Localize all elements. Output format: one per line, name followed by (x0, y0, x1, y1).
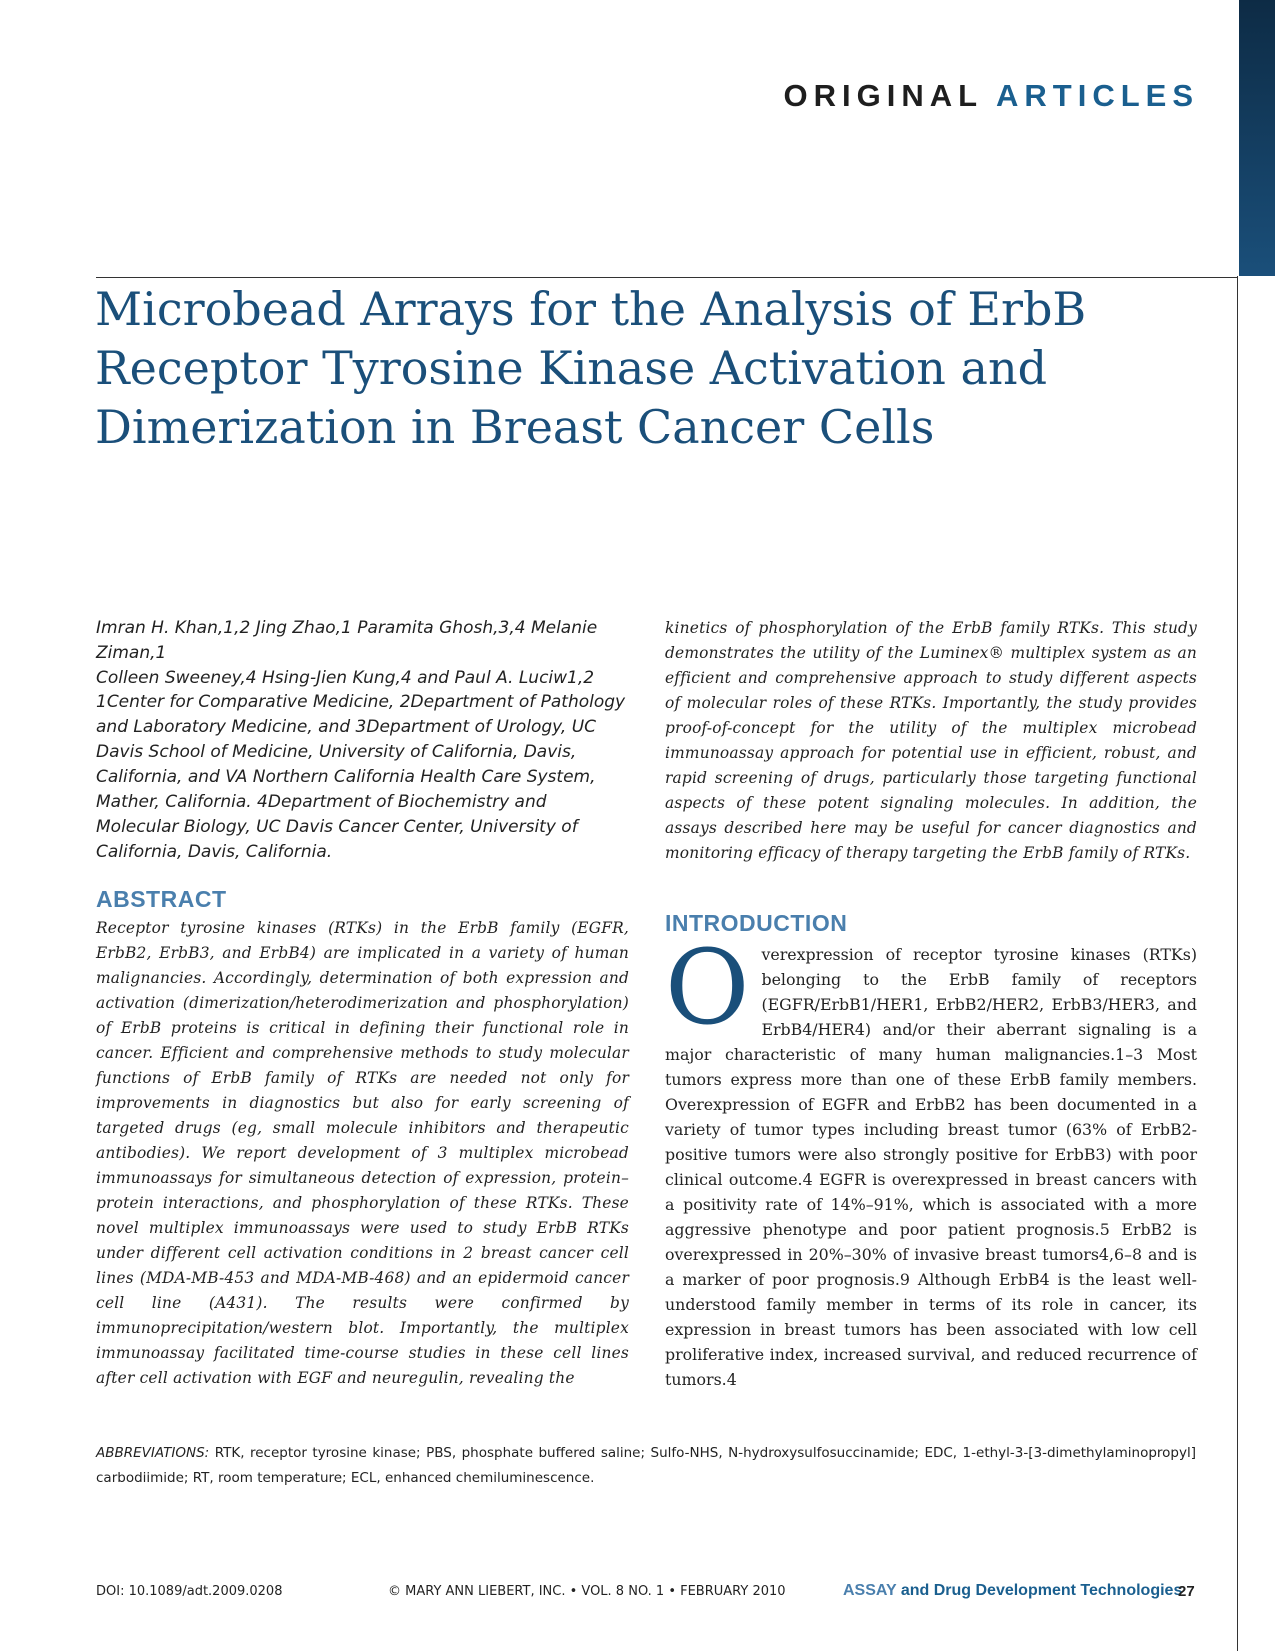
title-rule (96, 277, 1237, 278)
side-rule (1237, 276, 1238, 1651)
author-line-1: Imran H. Khan,1,2 Jing Zhao,1 Paramita Ghosh,3,4 Melanie Ziman,1 (96, 618, 598, 663)
kicker-word-original: ORIGINAL (783, 78, 983, 113)
abbreviations-label: ABBREVIATIONS: (96, 1445, 210, 1461)
side-color-bar (1239, 0, 1275, 276)
author-line-2: Colleen Sweeney,4 Hsing-Jien Kung,4 and Paul A. Luciw1,2 (96, 668, 595, 688)
drop-cap: O (665, 928, 750, 1048)
abbreviations-text: RTK, receptor tyrosine kinase; PBS, phosphate buffered saline; Sulfo-NHS, N-hydroxysulfosuccinamide; EDC, 1-ethyl-3-[3-dimethylaminopropyl] carbodiimide; RT, room temperature; ECL, enhanced chemiluminescence. (96, 1445, 1196, 1486)
affiliations: 1Center for Comparative Medicine, 2Department of Pathology and Laboratory Medicine, and 3Department of Urology, UC Davis School of Medicine, University of California, Davis, California, and VA Northern California Health Care System, Mather, California. 4Department of Biochemistry and Molecular Biology, UC Davis Cancer Center, University of California, Davis, California. (96, 692, 626, 862)
journal-assay: ASSAY (843, 1582, 897, 1599)
abstract-heading: ABSTRACT (96, 886, 227, 912)
footer-journal (843, 1582, 1182, 1600)
footer-publisher: © MARY ANN LIEBERT, INC. • VOL. 8 NO. 1 • FEBRUARY 2010 (388, 1584, 786, 1599)
section-kicker (784, 78, 1199, 114)
introduction-body (665, 928, 1197, 1392)
page-number: 27 (1178, 1583, 1195, 1600)
abstract-body: Receptor tyrosine kinases (RTKs) in the ErbB family (EGFR, ErbB2, ErbB3, and ErbB4) are implicated in a variety of human malignancies. Accordingly, determination of both expression and activation (dimerization/heterodimerization and phosphorylation) of ErbB proteins is critical in defining their functional role in cancer. Efficient and comprehensive methods to study molecular functions of ErbB family of RTKs are needed not only for improvements in diagnostics but also for early screening of targeted drugs (eg, small molecule inhibitors and therapeutic antibodies). We report development of 3 multiplex microbead immunoassays for simultaneous detection of expression, protein–protein interactions, and phosphorylation of these RTKs. These novel multiplex immunoassays were used to study ErbB RTKs under different cell activation conditions in 2 breast cancer cell lines (MDA-MB-453 and MDA-MB-468) and an epidermoid cancer cell line (A431). The results were confirmed by immunoprecipitation/western blot. Importantly, the multiplex immunoassay facilitated time-course studies in these cell lines after cell activation with EGF and neuregulin, revealing the (96, 919, 629, 1387)
abstract-continued: kinetics of phosphorylation of the ErbB family RTKs. This study demonstrates the utility of the Luminex® multiplex system as an efficient and comprehensive approach to study different aspects of molecular roles of these RTKs. Importantly, the study provides proof-of-concept for the utility of the multiplex microbead immunoassay approach for potential use in efficient, robust, and rapid screening of drugs, particularly those targeting functional aspects of these potent signaling molecules. In addition, the assays described here may be useful for cancer diagnostics and monitoring efficacy of therapy targeting the ErbB family of RTKs. (665, 619, 1197, 862)
article-title: Microbead Arrays for the Analysis of ErbB Receptor Tyrosine Kinase Activation and Dimerization in Breast Cancer Cells (95, 282, 1087, 454)
kicker-word-articles: ARTICLES (996, 78, 1199, 113)
introduction-heading: INTRODUCTION (665, 910, 848, 936)
journal-name-rest: and Drug Development Technologies (896, 1582, 1183, 1599)
introduction-text: verexpression of receptor tyrosine kinases (RTKs) belonging to the ErbB family of receptors (EGFR/ErbB1/HER1, ErbB2/HER2, ErbB3/HER3, and ErbB4/HER4) and/or their aberrant signaling is a major characteristic of many human malignancies.1–3 Most tumors express more than one of these ErbB family members. Overexpression of EGFR and ErbB2 has been documented in a variety of tumor types including breast tumor (63% of ErbB2-positive tumors were also strongly positive for ErbB3) with poor clinical outcome.4 EGFR is overexpressed in breast cancers with a positivity rate of 14%–91%, which is associated with a more aggressive phenotype and poor patient prognosis.5 ErbB2 is overexpressed in 20%–30% of invasive breast tumors4,6–8 and is a marker of poor prognosis.9 Although ErbB4 is the least well-understood family member in terms of its role in cancer, its expression in breast tumors has been associated with low cell proliferative index, increased survival, and reduced recurrence of tumors.4 (665, 945, 1197, 1389)
author-list (96, 616, 629, 691)
abbreviations-note (96, 1441, 1196, 1491)
footer-doi: DOI: 10.1089/adt.2009.0208 (96, 1584, 283, 1599)
